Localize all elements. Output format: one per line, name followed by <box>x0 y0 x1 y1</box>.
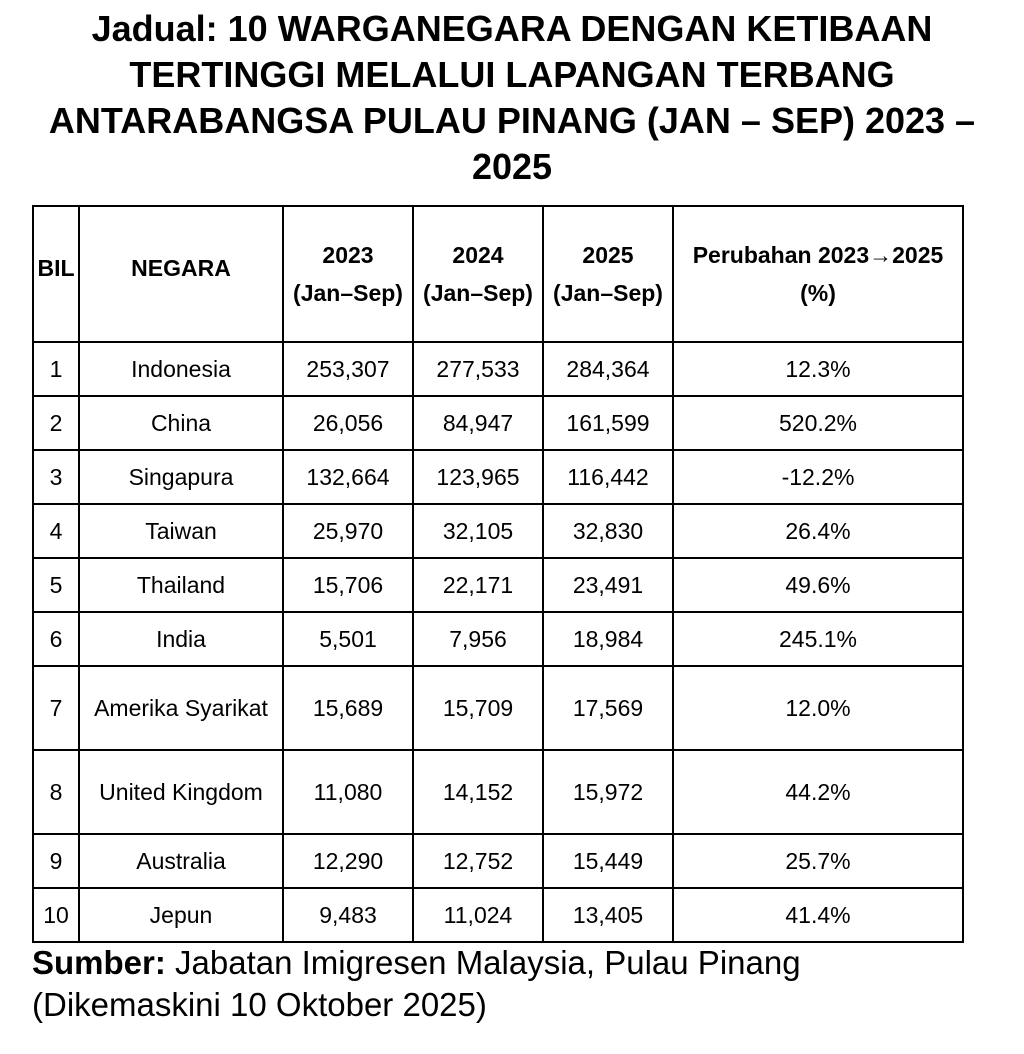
cell-2024: 84,947 <box>413 396 543 450</box>
table-row <box>33 396 963 450</box>
cell-negara: Singapura <box>79 450 283 504</box>
cell-2024: 32,105 <box>413 504 543 558</box>
header-change-unit: (%) <box>800 280 836 306</box>
header-change-label: Perubahan 2023→2025 <box>692 242 944 268</box>
header-2025-period: (Jan–Sep) <box>553 280 663 306</box>
cell-2023: 253,307 <box>283 342 413 396</box>
cell-2023: 12,290 <box>283 834 413 888</box>
cell-bil: 3 <box>33 450 79 504</box>
cell-change: 25.7% <box>673 834 963 888</box>
source-label: Sumber: <box>32 944 166 981</box>
cell-2025: 116,442 <box>543 450 673 504</box>
header-2023-year: 2023 <box>322 242 374 268</box>
source-note <box>32 942 992 1026</box>
cell-2023: 25,970 <box>283 504 413 558</box>
cell-negara: Indonesia <box>79 342 283 396</box>
cell-2025: 284,364 <box>543 342 673 396</box>
table-row <box>33 750 963 834</box>
cell-2025: 15,972 <box>543 750 673 834</box>
cell-bil: 8 <box>33 750 79 834</box>
cell-bil: 7 <box>33 666 79 750</box>
arrivals-table <box>32 205 964 943</box>
cell-negara: India <box>79 612 283 666</box>
cell-change: 44.2% <box>673 750 963 834</box>
cell-2024: 15,709 <box>413 666 543 750</box>
table-row <box>33 612 963 666</box>
cell-2023: 9,483 <box>283 888 413 942</box>
header-2024-year: 2024 <box>452 242 504 268</box>
cell-negara: United Kingdom <box>79 750 283 834</box>
cell-2024: 123,965 <box>413 450 543 504</box>
cell-2024: 12,752 <box>413 834 543 888</box>
cell-negara: Amerika Syarikat <box>79 666 283 750</box>
cell-2025: 23,491 <box>543 558 673 612</box>
cell-2024: 11,024 <box>413 888 543 942</box>
cell-2023: 15,706 <box>283 558 413 612</box>
cell-2025: 15,449 <box>543 834 673 888</box>
header-2023 <box>283 206 413 342</box>
cell-bil: 1 <box>33 342 79 396</box>
cell-bil: 5 <box>33 558 79 612</box>
cell-2025: 17,569 <box>543 666 673 750</box>
cell-bil: 6 <box>33 612 79 666</box>
cell-change: 245.1% <box>673 612 963 666</box>
cell-2023: 15,689 <box>283 666 413 750</box>
source-text: Jabatan Imigresen Malaysia, Pulau Pinang (Dikemaskini 10 Oktober 2025) <box>32 944 801 1023</box>
cell-negara: Taiwan <box>79 504 283 558</box>
header-2025-year: 2025 <box>582 242 634 268</box>
header-change <box>673 206 963 342</box>
cell-negara: China <box>79 396 283 450</box>
cell-2023: 132,664 <box>283 450 413 504</box>
table-body <box>33 342 963 942</box>
table-row <box>33 504 963 558</box>
cell-2023: 11,080 <box>283 750 413 834</box>
table-row <box>33 558 963 612</box>
cell-change: 49.6% <box>673 558 963 612</box>
header-bil: BIL <box>33 206 79 342</box>
header-2023-period: (Jan–Sep) <box>293 280 403 306</box>
cell-bil: 4 <box>33 504 79 558</box>
cell-negara: Australia <box>79 834 283 888</box>
cell-change: 26.4% <box>673 504 963 558</box>
cell-change: 12.0% <box>673 666 963 750</box>
table-header <box>33 206 963 342</box>
cell-2025: 13,405 <box>543 888 673 942</box>
cell-change: 41.4% <box>673 888 963 942</box>
cell-2025: 18,984 <box>543 612 673 666</box>
table-row <box>33 666 963 750</box>
cell-2025: 32,830 <box>543 504 673 558</box>
cell-2024: 7,956 <box>413 612 543 666</box>
header-row <box>33 206 963 342</box>
cell-bil: 2 <box>33 396 79 450</box>
cell-2024: 22,171 <box>413 558 543 612</box>
header-2024-period: (Jan–Sep) <box>423 280 533 306</box>
cell-change: -12.2% <box>673 450 963 504</box>
table-row <box>33 888 963 942</box>
header-negara: NEGARA <box>79 206 283 342</box>
cell-2025: 161,599 <box>543 396 673 450</box>
cell-change: 520.2% <box>673 396 963 450</box>
cell-2023: 5,501 <box>283 612 413 666</box>
cell-2024: 277,533 <box>413 342 543 396</box>
cell-change: 12.3% <box>673 342 963 396</box>
table-row <box>33 834 963 888</box>
header-2024 <box>413 206 543 342</box>
cell-bil: 10 <box>33 888 79 942</box>
cell-2024: 14,152 <box>413 750 543 834</box>
table-title: Jadual: 10 WARGANEGARA DENGAN KETIBAAN TERTINGGI MELALUI LAPANGAN TERBANG ANTARABANGSA PULAU PINANG (JAN – SEP) 2023 – 2025 <box>48 8 976 187</box>
header-2025 <box>543 206 673 342</box>
table-row <box>33 342 963 396</box>
cell-negara: Jepun <box>79 888 283 942</box>
cell-bil: 9 <box>33 834 79 888</box>
cell-2023: 26,056 <box>283 396 413 450</box>
table-row <box>33 450 963 504</box>
cell-negara: Thailand <box>79 558 283 612</box>
